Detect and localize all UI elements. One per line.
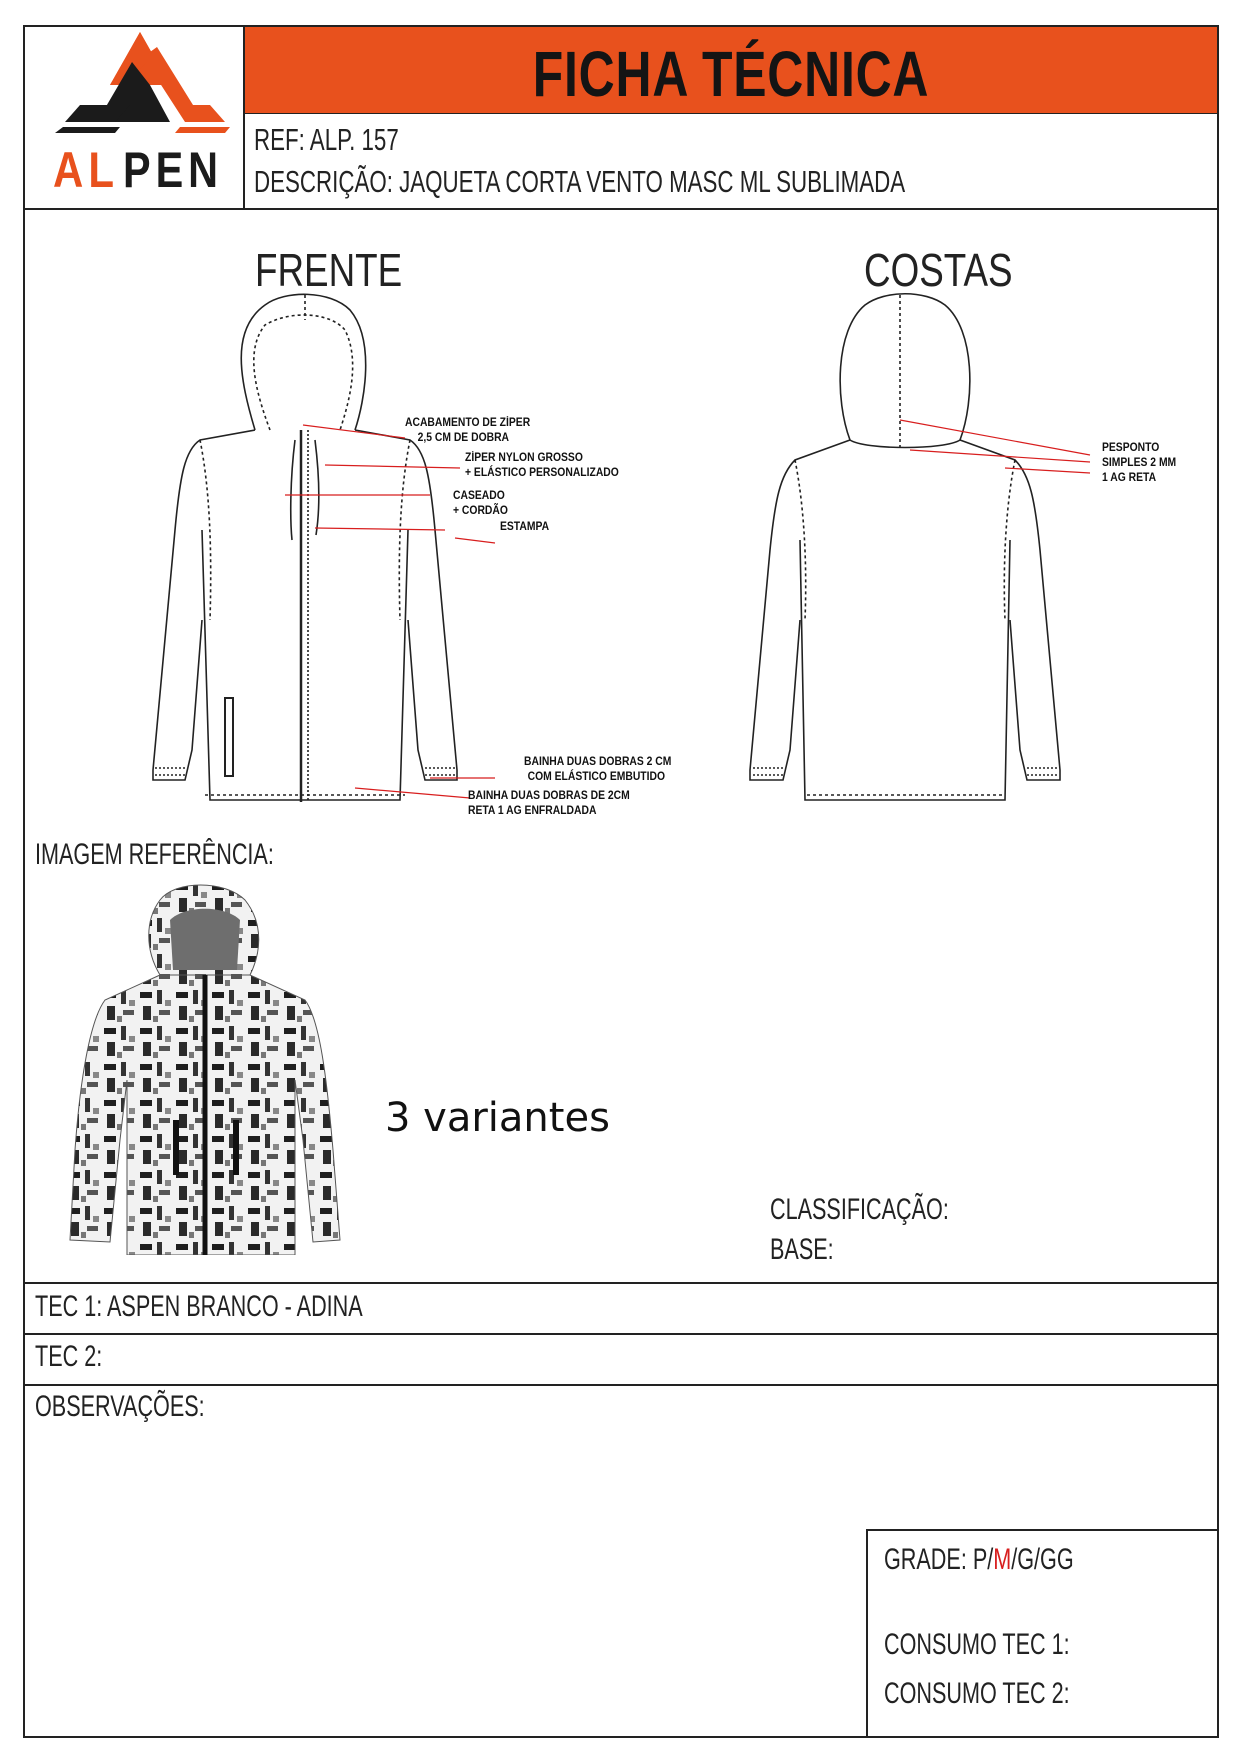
grade-box-left-rule bbox=[866, 1529, 868, 1736]
front-jacket-drawing bbox=[140, 290, 500, 810]
page-title: FICHA TÉCNICA bbox=[532, 38, 930, 110]
callout-print: ESTAMPA bbox=[500, 521, 550, 533]
title-bar bbox=[245, 27, 1217, 113]
variants-note: 3 variantes bbox=[385, 1095, 610, 1141]
logo-text-pen: PEN bbox=[123, 142, 223, 198]
callout-topstitch: PESPONTO SIMPLES 2 MM 1 AG RETA bbox=[1102, 442, 1177, 484]
tec2-top-rule bbox=[25, 1333, 1217, 1335]
logo-text-al: AL bbox=[53, 142, 119, 198]
callout-buttonhole-cord: CASEADO + CORDÃO bbox=[453, 490, 508, 517]
callout-zipper-finish: ACABAMENTO DE ZÍPER 2,5 CM DE DOBRA bbox=[405, 417, 531, 444]
callout-body-hem: BAINHA DUAS DOBRAS DE 2CM RETA 1 AG ENFRALDADA bbox=[468, 790, 630, 817]
front-view-label: FRENTE bbox=[255, 244, 403, 296]
observations-label: OBSERVAÇÕES: bbox=[35, 1390, 205, 1423]
base-label: BASE: bbox=[770, 1233, 834, 1266]
callout-zipper-nylon: ZÍPER NYLON GROSSO + ELÁSTICO PERSONALIZADO bbox=[465, 452, 619, 479]
grade-sizes: GRADE: P/M/G/GG bbox=[884, 1543, 1074, 1576]
grade-highlight-size: M bbox=[993, 1543, 1012, 1576]
ref-line: REF: ALP. 157 bbox=[254, 122, 399, 157]
description-line: DESCRIÇÃO: JAQUETA CORTA VENTO MASC ML SUBLIMADA bbox=[254, 164, 906, 199]
brand-logo bbox=[25, 27, 243, 209]
classification-label: CLASSIFICAÇÃO: bbox=[770, 1193, 949, 1226]
back-jacket-drawing bbox=[735, 290, 1115, 810]
tec1-top-rule bbox=[25, 1282, 1217, 1284]
tec1-row: TEC 1: ASPEN BRANCO - ADINA bbox=[35, 1290, 363, 1323]
callout-sleeve-hem: BAINHA DUAS DOBRAS 2 CM COM ELÁSTICO EMBUTIDO bbox=[524, 756, 672, 783]
back-view-label: COSTAS bbox=[864, 244, 1013, 296]
tec2-row: TEC 2: bbox=[35, 1340, 103, 1373]
grade-box-top-rule bbox=[867, 1529, 1217, 1531]
reference-jacket-photo bbox=[65, 880, 345, 1255]
reference-image-label: IMAGEM REFERÊNCIA: bbox=[35, 838, 274, 871]
consumo-tec1-label: CONSUMO TEC 1: bbox=[884, 1628, 1070, 1661]
obs-top-rule bbox=[25, 1384, 1217, 1386]
mountain-logo-icon bbox=[25, 27, 243, 209]
consumo-tec2-label: CONSUMO TEC 2: bbox=[884, 1677, 1070, 1710]
